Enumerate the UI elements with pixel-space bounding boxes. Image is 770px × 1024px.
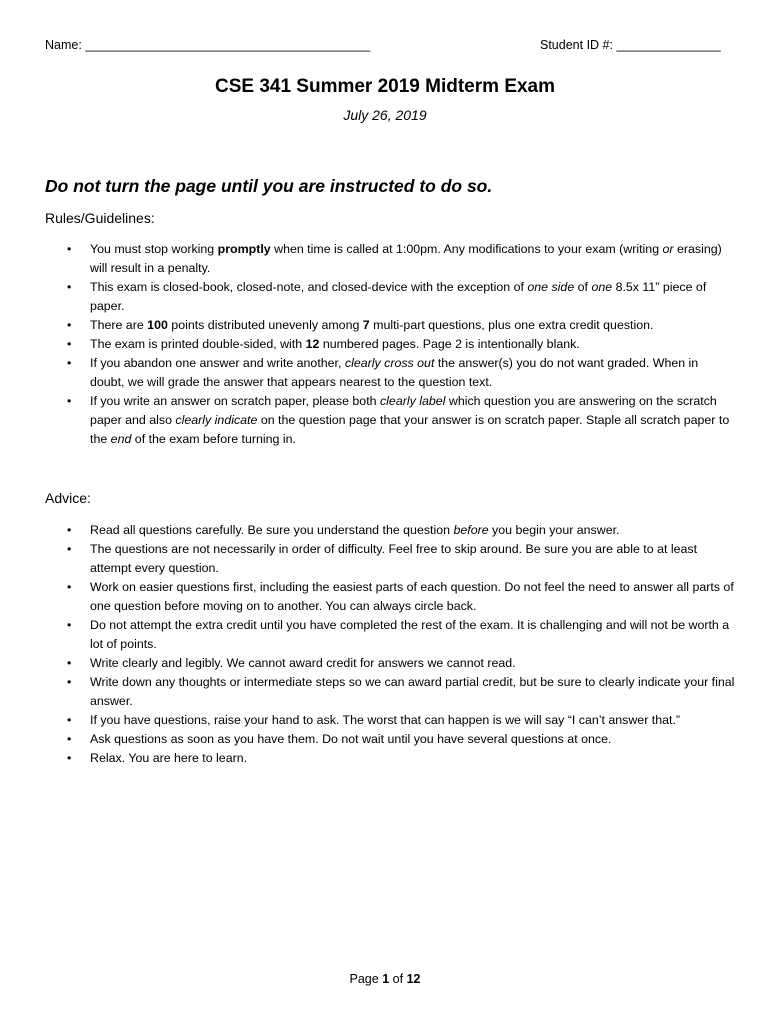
list-item-text xyxy=(90,318,653,332)
text-run: 100 xyxy=(147,318,168,332)
list-item-text xyxy=(90,542,697,575)
text-run: 7 xyxy=(362,318,370,332)
text-run: This exam is closed-book, closed-note, and closed-device with the exception of xyxy=(90,280,528,294)
list-item xyxy=(45,654,735,673)
text-run: Relax. You are here to learn. xyxy=(90,751,248,765)
list-item-text xyxy=(90,337,580,351)
bullet-icon: • xyxy=(67,356,72,370)
bullet-icon: • xyxy=(67,523,72,537)
text-run: You must stop working xyxy=(90,242,218,256)
list-item xyxy=(45,730,735,749)
text-run: Write down any thoughts or intermediate steps so we can award partial credit, but be sure to clearly indicate your final answer. xyxy=(90,675,735,708)
text-run: Do not attempt the extra credit until you have completed the rest of the exam. It is challenging and will not be worth a lot of points. xyxy=(90,618,730,651)
bullet-icon: • xyxy=(67,580,72,594)
text-run: Ask questions as soon as you have them. Do not wait until you have several questions at once. xyxy=(90,732,612,746)
text-run: or xyxy=(662,242,674,256)
text-run: Write clearly and legibly. We cannot award credit for answers we cannot read. xyxy=(90,656,516,670)
bullet-icon: • xyxy=(67,732,72,746)
bullet-icon: • xyxy=(67,751,72,765)
text-run: clearly indicate xyxy=(175,413,258,427)
list-item xyxy=(45,278,735,316)
bullet-icon: • xyxy=(67,656,72,670)
text-run: which question you are answering on the scratch paper and also xyxy=(90,394,717,427)
bullet-icon: • xyxy=(67,713,72,727)
rules-heading: Rules/Guidelines: xyxy=(45,210,155,226)
text-run: before xyxy=(453,523,489,537)
text-run: Work on easier questions first, including the easiest parts of each question. Do not feel the need to answer all parts of one question before moving on to another. You can always circle back. xyxy=(90,580,734,613)
list-item-text xyxy=(90,394,729,446)
bullet-icon: • xyxy=(67,394,72,408)
do-not-turn-warning: Do not turn the page until you are instructed to do so. xyxy=(45,176,493,196)
text-run: If you write an answer on scratch paper, please both xyxy=(90,394,380,408)
text-run: If you abandon one answer and write another, xyxy=(90,356,345,370)
page-label: Page xyxy=(349,972,379,986)
text-run: clearly label xyxy=(379,394,446,408)
text-run: when time is called at 1:00pm. Any modifications to your exam (writing xyxy=(270,242,663,256)
text-run: on the question page that your answer is on scratch paper. Staple all scratch paper to the xyxy=(90,413,730,446)
advice-list xyxy=(45,521,735,768)
list-item-text xyxy=(90,280,706,313)
text-run: The exam is printed double-sided, with xyxy=(90,337,306,351)
page-footer xyxy=(0,972,770,986)
text-run: of xyxy=(574,280,592,294)
bullet-icon: • xyxy=(67,618,72,632)
text-run: There are xyxy=(90,318,148,332)
bullet-icon: • xyxy=(67,318,72,332)
text-run: of the exam before turning in. xyxy=(131,432,296,446)
list-item-text xyxy=(90,751,247,765)
student-id-blank: _______________ xyxy=(616,38,721,52)
text-run: clearly cross out xyxy=(344,356,435,370)
list-item-text xyxy=(90,713,680,727)
text-run: The questions are not necessarily in order of difficulty. Feel free to skip around. Be sure you are able to at least attempt every question. xyxy=(90,542,698,575)
list-item xyxy=(45,521,735,540)
list-item-text xyxy=(90,242,722,275)
name-blank: _________________________________________ xyxy=(85,38,371,52)
name-field xyxy=(45,38,370,52)
text-run: points distributed unevenly among xyxy=(167,318,363,332)
bullet-icon: • xyxy=(67,280,72,294)
list-item-text xyxy=(90,580,734,613)
bullet-icon: • xyxy=(67,542,72,556)
list-item-text xyxy=(90,675,734,708)
of-label: of xyxy=(392,972,404,986)
text-run: numbered pages. Page 2 is intentionally blank. xyxy=(319,337,580,351)
text-run: 8.5x 11” piece of paper. xyxy=(90,280,707,313)
name-label: Name: xyxy=(45,38,82,52)
text-run: the answer(s) you do not want graded. When in doubt, we will grade the answer that appears nearest to the question text. xyxy=(90,356,699,389)
list-item xyxy=(45,240,735,278)
text-run: you begin your answer. xyxy=(488,523,620,537)
text-run: one side xyxy=(527,280,575,294)
text-run: end xyxy=(110,432,132,446)
list-item xyxy=(45,335,735,354)
list-item xyxy=(45,354,735,392)
advice-heading: Advice: xyxy=(45,490,91,506)
list-item-text xyxy=(90,618,729,651)
bullet-icon: • xyxy=(67,675,72,689)
list-item-text xyxy=(90,732,611,746)
list-item xyxy=(45,616,735,654)
list-item-text xyxy=(90,656,516,670)
text-run: multi-part questions, plus one extra credit question. xyxy=(369,318,654,332)
list-item-text xyxy=(90,356,698,389)
text-run: one xyxy=(591,280,613,294)
text-run: erasing) will result in a penalty. xyxy=(90,242,722,275)
list-item xyxy=(45,673,735,711)
text-run: promptly xyxy=(217,242,271,256)
list-item xyxy=(45,578,735,616)
list-item-text xyxy=(90,523,619,537)
text-run: If you have questions, raise your hand to ask. The worst that can happen is we will say “I can’t answer that.” xyxy=(90,713,681,727)
text-run: Read all questions carefully. Be sure you understand the question xyxy=(90,523,454,537)
bullet-icon: • xyxy=(67,242,72,256)
list-item xyxy=(45,392,735,449)
list-item xyxy=(45,749,735,768)
exam-date: July 26, 2019 xyxy=(343,107,427,123)
rules-list xyxy=(45,240,735,449)
bullet-icon: • xyxy=(67,337,72,351)
list-item xyxy=(45,711,735,730)
student-id-label: Student ID #: xyxy=(540,38,613,52)
list-item xyxy=(45,540,735,578)
text-run: 12 xyxy=(305,337,320,351)
exam-title: CSE 341 Summer 2019 Midterm Exam xyxy=(214,76,556,97)
student-id-field xyxy=(540,38,721,52)
page-number: 1 xyxy=(382,972,390,986)
list-item xyxy=(45,316,735,335)
total-pages: 12 xyxy=(406,972,421,986)
